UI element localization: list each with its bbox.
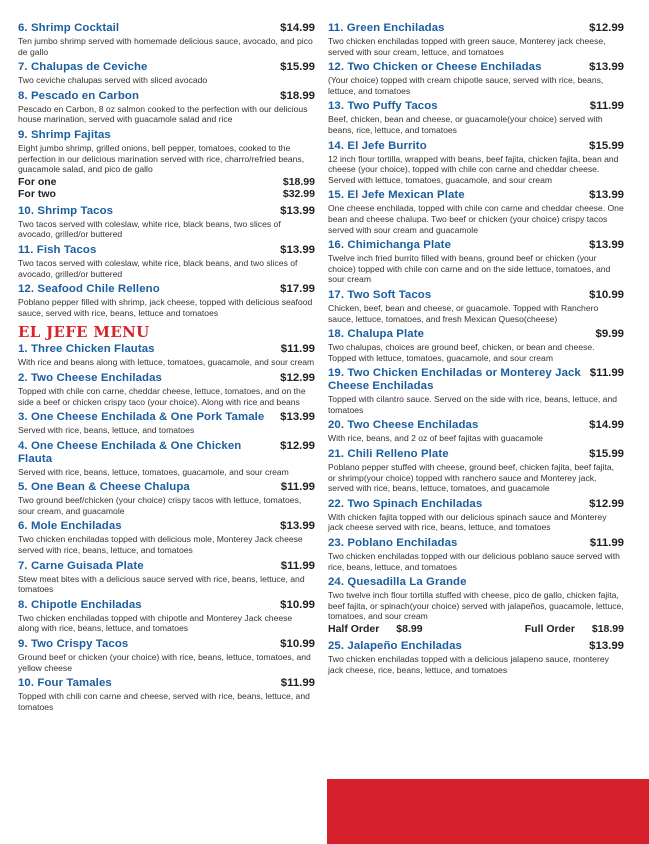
item-name: 9. Two Crispy Tacos xyxy=(18,638,129,651)
menu-item xyxy=(18,638,315,673)
item-price: $13.99 xyxy=(589,61,624,74)
footer-color-block xyxy=(327,779,649,844)
menu-item xyxy=(328,289,624,324)
option-label: For one xyxy=(18,175,57,188)
item-description: Served with rice, beans, lettuce, tomatoes, guacamole, and sour cream xyxy=(18,466,289,477)
section-title: EL JEFE MENU xyxy=(18,323,150,342)
menu-item xyxy=(18,205,315,240)
item-description: Eight jumbo shrimp, grilled onions, bell pepper, tomatoes, cooked to the perfection in our delicious marination served with rice, charro/refried beans, guacamole salad, and pico de gallo xyxy=(18,142,305,175)
menu-item xyxy=(18,343,315,368)
menu-item xyxy=(18,283,315,318)
item-description: Topped with cilantro sauce. Served on the side with rice, beans, lettuce, and tomatoes xyxy=(328,394,618,415)
item-name: 8. Pescado en Carbon xyxy=(18,89,140,102)
fajita-option-one xyxy=(18,176,315,189)
menu-item xyxy=(328,61,624,96)
item-description: Beef, chicken, bean and cheese, or guacamole(your choice) served with beans, rice, lettuce, and tomatoes xyxy=(328,114,603,135)
menu-item xyxy=(328,239,624,285)
menu-item xyxy=(18,244,315,279)
seafood-items-continued xyxy=(18,205,315,319)
item-description: Chicken, beef, bean and cheese, or guacamole. Topped with Ranchero sauce, lettuce, tomatoes, and fresh Mexican Queso(cheese) xyxy=(328,302,599,324)
item-name: 3. One Cheese Enchilada & One Pork Tamale xyxy=(18,411,265,424)
item-description: With rice, beans, and 2 oz of beef fajitas with guacamole xyxy=(328,433,543,444)
el-jefe-items xyxy=(18,343,315,712)
right-menu-column xyxy=(328,22,624,679)
item-description: Two tacos served with coleslaw, white rice, black beans, and two slices of avocado, grilled/or buttered xyxy=(18,257,298,279)
fajita-options xyxy=(18,176,315,201)
item-price: $17.99 xyxy=(280,283,315,296)
half-order-label: Half Order xyxy=(328,623,380,635)
item-price: $13.99 xyxy=(589,640,624,652)
half-order-price: $8.99 xyxy=(396,623,423,635)
item-description: Two ceviche chalupas served with sliced avocado xyxy=(18,75,208,86)
item-description: Two tacos served with coleslaw, white rice, black beans, two slices of avocado, grilled/or buttered xyxy=(18,218,281,240)
item-description: Two twelve inch flour tortilla stuffed with cheese, pico de gallo, chicken fajita, beef fajita, or spinach(your choice) served with jalapeños, guacamole, lettuce, tomatoes, and sour cream xyxy=(328,590,624,622)
item-price: $12.99 xyxy=(589,497,624,510)
menu-item xyxy=(328,419,624,444)
item-description: Served with rice, beans, lettuce, and tomatoes xyxy=(18,425,195,436)
item-name: 7. Chalupas de Ceviche xyxy=(18,61,148,74)
item-description: Poblano pepper filled with shrimp, jack cheese, topped with delicious seafood sauce, served with rice, beans, lettuce and tomatoes xyxy=(18,297,313,318)
item-description: Pescado en Carbon, 8 oz salmon cooked to the perfection with our delicious house marination, served with guacamole salad and rice xyxy=(18,103,308,125)
item-price: $13.99 xyxy=(589,239,624,252)
menu-item xyxy=(328,100,624,135)
item-description: Topped with chili con carne and cheese, served with rice, beans, lettuce, and tomatoes xyxy=(18,691,310,712)
seafood-items xyxy=(18,22,315,175)
item-name: 23. Poblano Enchiladas xyxy=(328,537,458,550)
menu-item xyxy=(18,440,315,478)
menu-item xyxy=(18,372,315,407)
item-description: Two chicken enchiladas topped with green sauce, Monterey jack cheese, served with sour cream, lettuce, and tomatoes xyxy=(328,36,606,57)
item-name: 16. Chimichanga Plate xyxy=(328,239,452,252)
menu-item xyxy=(18,677,315,712)
item-name: 21. Chili Relleno Plate xyxy=(328,448,449,461)
item-name: 22. Two Spinach Enchiladas xyxy=(328,497,483,510)
item-price: $14.99 xyxy=(589,419,624,432)
menu-item xyxy=(18,90,315,125)
item-price: $15.99 xyxy=(589,448,624,461)
item-price: $13.99 xyxy=(280,520,315,533)
item-price: $10.99 xyxy=(589,288,624,301)
item-description: Poblano pepper stuffed with cheese, ground beef, chicken fajita, beef fajita, or shrimp(your choice) topped with ranchero sauce and Monterey jack, served with rice, beans, lettuce, tomatoes, and guacamole xyxy=(328,462,615,494)
option-price: $18.99 xyxy=(282,175,315,188)
quesadilla-options xyxy=(328,623,624,636)
item-description: Two chalupas, choices are ground beef, chicken, or bean and cheese. Topped with lettuce, tomatoes, guacamole, and sour cream xyxy=(328,342,595,363)
menu-item xyxy=(328,448,624,494)
item-name: 20. Two Cheese Enchiladas xyxy=(328,419,479,432)
item-price: $9.99 xyxy=(595,328,624,341)
item-description: Stew meat bites with a delicious sauce served with rice, beans, lettuce, and tomatoes xyxy=(18,573,305,595)
item-name: 10. Shrimp Tacos xyxy=(18,204,114,217)
menu-item xyxy=(328,640,624,675)
item-price: $13.99 xyxy=(280,243,315,256)
item-price: $14.99 xyxy=(280,22,315,34)
item-name: 18. Chalupa Plate xyxy=(328,328,425,341)
item-name: 10. Four Tamales xyxy=(18,677,112,690)
menu-item xyxy=(328,22,624,57)
item-price: $12.99 xyxy=(589,22,624,34)
item-price: $15.99 xyxy=(589,139,624,152)
item-description: Two ground beef/chicken (your choice) crispy tacos with lettuce, tomatoes, sour cream, and guacamole xyxy=(18,495,302,516)
item-description: Ten jumbo shrimp served with homemade delicious sauce, avocado, and pico de gallo xyxy=(18,36,313,57)
item-name: 15. El Jefe Mexican Plate xyxy=(328,189,465,202)
option-label: For two xyxy=(18,188,56,201)
left-menu-column xyxy=(18,22,315,716)
item-name: 7. Carne Guisada Plate xyxy=(18,559,144,572)
item-name: 25. Jalapeño Enchiladas xyxy=(328,640,462,652)
item-description: 12 inch flour tortilla, wrapped with beans, beef fajita, chicken fajita, bean and cheese (your choice), topped with chile con carne and cheddar cheese. Served with lettuce, tomatoes, guacamole, and sour cream xyxy=(328,153,619,185)
item-name: 17. Two Soft Tacos xyxy=(328,288,432,301)
full-order-price: $18.99 xyxy=(591,623,624,635)
item-name: 24. Quesadilla La Grande xyxy=(328,576,467,589)
item-name: 4. One Cheese Enchilada & One Chicken Flauta xyxy=(18,439,242,465)
item-price: $13.99 xyxy=(589,189,624,202)
menu-item xyxy=(18,61,315,86)
item-price: $11.99 xyxy=(280,481,315,494)
item-name: 11. Fish Tacos xyxy=(18,243,97,256)
item-price: $12.99 xyxy=(280,371,315,384)
item-price: $11.99 xyxy=(280,343,315,356)
item-price: $11.99 xyxy=(280,559,315,572)
item-description: Ground beef or chicken (your choice) with rice, beans, lettuce, tomatoes, and yellow cheese xyxy=(18,652,311,673)
menu-item xyxy=(18,481,315,516)
menu-item xyxy=(18,411,315,436)
item-name: 12. Two Chicken or Cheese Enchiladas xyxy=(328,61,542,74)
menu-item xyxy=(328,537,624,572)
right-items xyxy=(328,22,624,622)
item-description: (Your choice) topped with cream chipotle sauce, served with rice, beans, lettuce, and tomatoes xyxy=(328,75,604,96)
item-price: $13.99 xyxy=(280,411,315,424)
menu-item xyxy=(18,520,315,555)
item-price: $15.99 xyxy=(280,61,315,74)
option-price: $32.99 xyxy=(282,188,315,201)
item-description: With rice and beans along with lettuce, tomatoes, guacamole, and sour cream xyxy=(18,357,315,368)
item-description: Two chicken enchiladas topped with delicious mole, Monterey Jack cheese served with rice, beans, lettuce, and tomatoes xyxy=(18,534,303,556)
item-name: 12. Seafood Chile Relleno xyxy=(18,283,160,296)
item-description: Two chicken enchiladas topped with chipotle and Monterey Jack cheese along with rice, beans, lettuce, and tomatoes xyxy=(18,612,293,634)
item-description: Topped with chile con carne, cheddar cheese, lettuce, tomatoes, and on the side a beef or chicken crispy taco (your choice). Along with rice and beans xyxy=(18,385,306,407)
item-price: $13.99 xyxy=(280,204,315,217)
item-description: Two chicken enchiladas topped with a delicious jalapeno sauce, monterey jack cheese, rice, beans, lettuce, and tomatoes xyxy=(328,654,609,675)
menu-item xyxy=(328,328,624,363)
menu-item xyxy=(18,560,315,595)
menu-item xyxy=(328,189,624,235)
item-name: 11. Green Enchiladas xyxy=(328,22,445,34)
item-name: 9. Shrimp Fajitas xyxy=(18,128,111,141)
menu-item xyxy=(328,498,624,533)
item-price: $11.99 xyxy=(589,100,624,113)
menu-item xyxy=(328,367,624,415)
item-name: 6. Mole Enchiladas xyxy=(18,520,122,533)
half-order xyxy=(328,623,423,636)
full-order-label: Full Order xyxy=(524,623,575,635)
item-price: $11.99 xyxy=(589,367,624,380)
fajita-option-two xyxy=(18,188,315,201)
item-description: Two chicken enchiladas topped with our delicious poblano sauce served with rice, beans, lettuce, and tomatoes xyxy=(328,551,620,572)
item-description: One cheese enchilada, topped with chile con carne and cheddar cheese. One bean and cheese chalupa. Two beef or chicken (your choice) crispy tacos served with sour cream and guacamole xyxy=(328,203,624,235)
menu-item xyxy=(18,129,315,175)
item-name: 8. Chipotle Enchiladas xyxy=(18,598,142,611)
item-name: 2. Two Cheese Enchiladas xyxy=(18,371,162,384)
item-description: With chicken fajita topped with our delicious spinach sauce and Monterey jack cheese served with rice, beans, lettuce, and tomatoes xyxy=(328,511,607,533)
item-name: 1. Three Chicken Flautas xyxy=(18,343,155,356)
item-name: 19. Two Chicken Enchiladas or Monterey Jack Cheese Enchiladas xyxy=(328,367,581,393)
item-price: $10.99 xyxy=(280,638,315,651)
full-order xyxy=(525,623,624,636)
item-description: Twelve inch fried burrito filled with beans, ground beef or chicken (your choice) topped with chile con carne and on the side lettuce, tomatoes, and sour cream xyxy=(328,253,611,285)
item-price: $11.99 xyxy=(589,537,624,550)
item-price: $12.99 xyxy=(280,439,315,452)
item-name: 6. Shrimp Cocktail xyxy=(18,22,120,34)
item-price: $11.99 xyxy=(280,677,315,690)
item-name: 14. El Jefe Burrito xyxy=(328,139,427,152)
menu-item xyxy=(18,599,315,634)
menu-item xyxy=(18,22,315,57)
menu-item xyxy=(328,576,624,622)
item-price: $10.99 xyxy=(280,598,315,611)
menu-item xyxy=(328,140,624,186)
item-price: $18.99 xyxy=(280,89,315,102)
item-name: 13. Two Puffy Tacos xyxy=(328,100,438,113)
item-name: 5. One Bean & Cheese Chalupa xyxy=(18,481,190,494)
